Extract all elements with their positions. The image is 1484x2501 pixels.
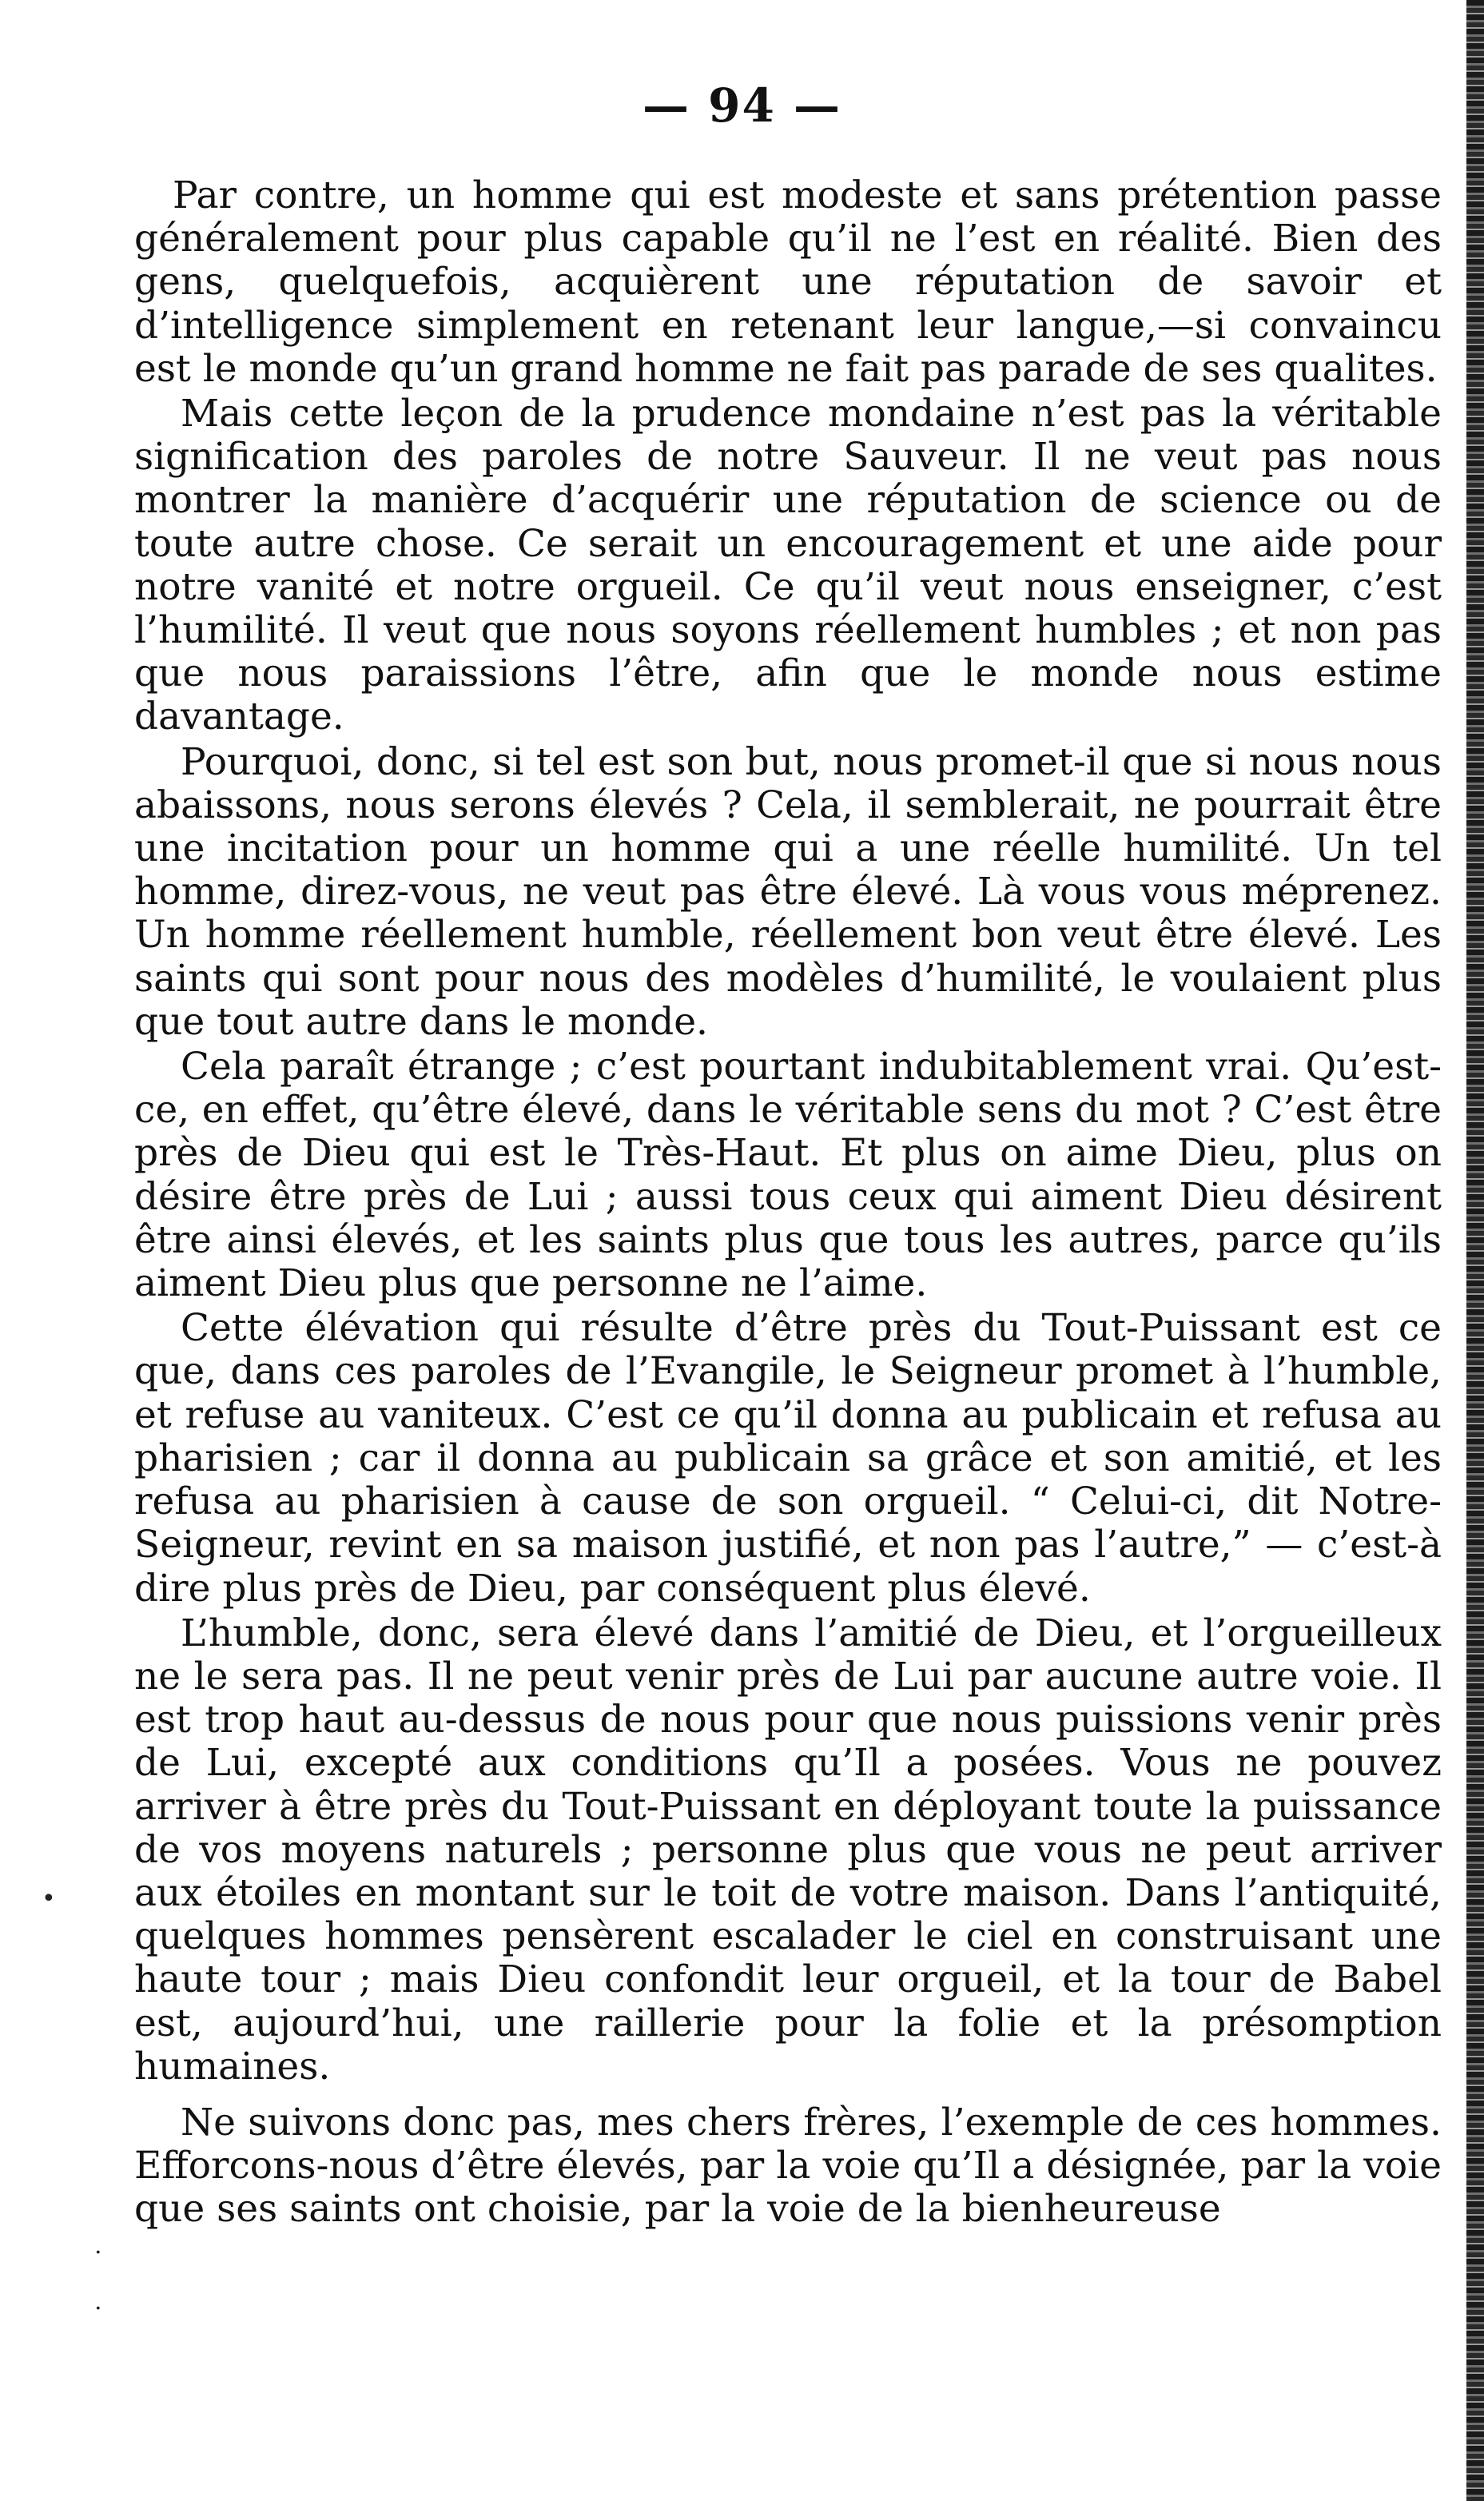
margin-speck: . xyxy=(94,2288,102,2316)
paragraph: Mais cette leçon de la prudence mondaine n’est pas la véritable signification des paroles de notre Sauveur. Il ne veut pas nous montrer la manière d’acquérir une réputation de science ou de toute autre chose. Ce serait un encouragement et une aide pour notre vanité et notre orgueil. Ce qu’il veut nous enseigner, c’est l’humilité. Il veut que nous soyons réellement humbles ; et non pas que nous paraissions l’être, afin que le monde nous estime davantage. xyxy=(134,392,1442,739)
paragraph: Cette élévation qui résulte d’être près du Tout-Puissant est ce que, dans ces paroles de l’Evangile, le Seigneur promet à l’humble, et refuse au vaniteux. C’est ce qu’il donna au publicain et refusa au pharisien ; car il donna au publicain sa grâce et son amitié, et les refusa au pharisien à cause de son orgueil. “ Celui-ci, dit Notre-Seigneur, revint en sa maison justifié, et non pas l’autre,” — c’est-à dire plus près de Dieu, par conséquent plus élevé. xyxy=(134,1306,1442,1611)
scan-edge-shadow xyxy=(1466,0,1484,2501)
paragraph: L’humble, donc, sera élevé dans l’amitié de Dieu, et l’orgueilleux ne le sera pas. Il ne peut venir près de Lui par aucune autre voie. Il est trop haut au-dessus de nous pour que nous puissions venir près de Lui, excepté aux conditions qu’Il a posées. Vous ne pouvez arriver à être près du Tout-Puissant en déployant toute la puissance de vos moyens naturels ; personne plus que vous ne peut arriver aux étoiles en montant sur le toit de votre maison. Dans l’antiquité, quelques hommes pensèrent escalader le ciel en construisant une haute tour ; mais Dieu confondit leur orgueil, et la tour de Babel est, aujourd’hui, une raillerie pour la folie et la présomption humaines. xyxy=(134,1611,1442,2089)
paragraph: Cela paraît étrange ; c’est pourtant indubitablement vrai. Qu’est-ce, en effet, qu’être élevé, dans le véritable sens du mot ? C’est être près de Dieu qui est le Très-Haut. Et plus on aime Dieu, plus on désire être près de Lui ; aussi tous ceux qui aiment Dieu désirent être ainsi élevés, et les saints plus que tous les autres, parce qu’ils aiment Dieu plus que personne ne l’aime. xyxy=(134,1045,1442,1306)
paragraph: Pourquoi, donc, si tel est son but, nous promet-il que si nous nous abaissons, nous serons élevés ? Cela, il semblerait, ne pourrait être une incitation pour un homme qui a une réelle humilité. Un tel homme, direz-vous, ne veut pas être élevé. Là vous vous méprenez. Un homme réellement humble, réellement bon veut être élevé. Les saints qui sont pour nous des modèles d’humilité, le voulaient plus que tout autre dans le monde. xyxy=(134,739,1442,1044)
body-text xyxy=(134,174,1442,2233)
margin-speck: . xyxy=(94,2232,102,2260)
paragraph: Par contre, un homme qui est modeste et sans prétention passe généralement pour plus capable qu’il ne l’est en réalité. Bien des gens, quelquefois, acquièrent une réputation de savoir et d’intelligence simplement en retenant leur langue,—si convaincu est le monde qu’un grand homme ne fait pas parade de ses qualites. xyxy=(134,173,1442,391)
page-number: — 94 — xyxy=(642,78,842,133)
paragraph: Ne suivons donc pas, mes chers frères, l’exemple de ces hommes. Efforcons-nous d’être élevés, par la voie qu’Il a désignée, par la voie que ses saints ont choisie, par la voie de la bienheureuse xyxy=(134,2100,1442,2232)
margin-speck: • xyxy=(42,1885,56,1913)
